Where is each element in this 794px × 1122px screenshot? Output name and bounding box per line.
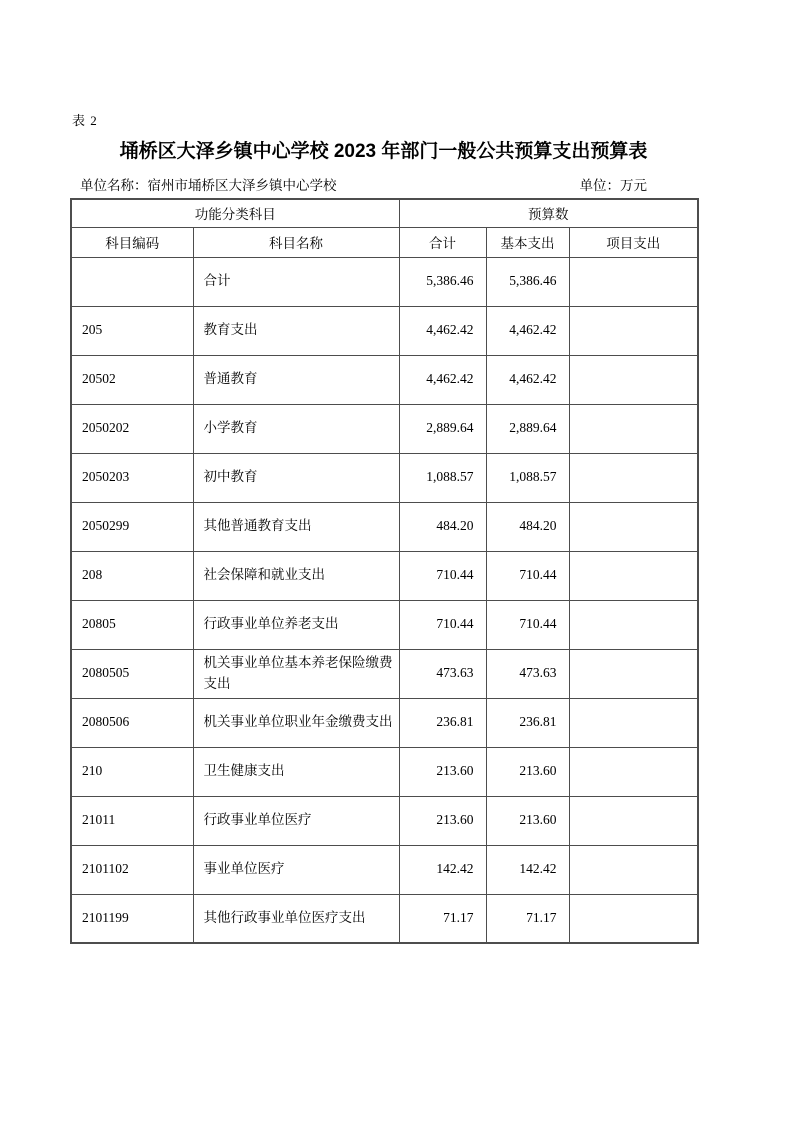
cell-subject-name: 普通教育 xyxy=(193,355,399,404)
cell-project-expense xyxy=(569,551,698,600)
cell-project-expense xyxy=(569,600,698,649)
cell-total: 5,386.46 xyxy=(399,257,486,306)
cell-subject-code: 2101199 xyxy=(71,894,193,943)
cell-project-expense xyxy=(569,894,698,943)
group-header-budget-figures: 预算数 xyxy=(399,199,698,227)
cell-subject-code: 21011 xyxy=(71,796,193,845)
cell-project-expense xyxy=(569,698,698,747)
table-row xyxy=(71,747,698,796)
cell-subject-code: 2080505 xyxy=(71,649,193,698)
budget-table xyxy=(70,198,699,944)
cell-project-expense xyxy=(569,306,698,355)
cell-total: 142.42 xyxy=(399,845,486,894)
cell-total: 236.81 xyxy=(399,698,486,747)
cell-subject-code: 2080506 xyxy=(71,698,193,747)
cell-subject-name: 行政事业单位养老支出 xyxy=(193,600,399,649)
cell-project-expense xyxy=(569,404,698,453)
cell-subject-name: 机关事业单位职业年金缴费支出 xyxy=(193,698,399,747)
cell-total: 710.44 xyxy=(399,600,486,649)
cell-project-expense xyxy=(569,502,698,551)
unit-name-value: 宿州市埇桥区大泽乡镇中心学校 xyxy=(147,178,337,193)
cell-subject-name: 机关事业单位基本养老保险缴费支出 xyxy=(193,649,399,698)
cell-basic-expense: 213.60 xyxy=(486,747,569,796)
table-row xyxy=(71,306,698,355)
table-row xyxy=(71,796,698,845)
column-header-subject-code: 科目编码 xyxy=(71,227,193,257)
cell-basic-expense: 142.42 xyxy=(486,845,569,894)
cell-project-expense xyxy=(569,649,698,698)
column-header-project-expense: 项目支出 xyxy=(569,227,698,257)
cell-subject-code: 2050203 xyxy=(71,453,193,502)
cell-subject-name: 小学教育 xyxy=(193,404,399,453)
cell-project-expense xyxy=(569,796,698,845)
cell-subject-code: 20805 xyxy=(71,600,193,649)
document-title: 埇桥区大泽乡镇中心学校 2023 年部门一般公共预算支出预算表 xyxy=(119,141,648,162)
cell-subject-name: 卫生健康支出 xyxy=(193,747,399,796)
cell-basic-expense: 71.17 xyxy=(486,894,569,943)
cell-total: 213.60 xyxy=(399,747,486,796)
table-row xyxy=(71,845,698,894)
cell-total: 1,088.57 xyxy=(399,453,486,502)
table-row xyxy=(71,502,698,551)
cell-subject-code: 208 xyxy=(71,551,193,600)
cell-basic-expense: 710.44 xyxy=(486,600,569,649)
cell-subject-name: 事业单位医疗 xyxy=(193,845,399,894)
cell-total: 4,462.42 xyxy=(399,306,486,355)
group-header-row xyxy=(71,199,698,227)
table-row xyxy=(71,649,698,698)
table-row xyxy=(71,698,698,747)
table-row xyxy=(71,257,698,306)
cell-subject-code: 20502 xyxy=(71,355,193,404)
table-body xyxy=(71,257,698,943)
cell-total: 4,462.42 xyxy=(399,355,486,404)
cell-basic-expense: 4,462.42 xyxy=(486,306,569,355)
cell-subject-code: 2050202 xyxy=(71,404,193,453)
table-row xyxy=(71,404,698,453)
cell-project-expense xyxy=(569,355,698,404)
unit-name-label: 单位名称： xyxy=(80,178,148,193)
meta-row xyxy=(70,174,697,192)
cell-basic-expense: 236.81 xyxy=(486,698,569,747)
column-header-subject-name: 科目名称 xyxy=(193,227,399,257)
table-row xyxy=(71,551,698,600)
cell-subject-code: 2101102 xyxy=(71,845,193,894)
table-row xyxy=(71,894,698,943)
currency-unit-label: 单位： xyxy=(579,178,620,193)
cell-subject-code: 2050299 xyxy=(71,502,193,551)
cell-basic-expense: 5,386.46 xyxy=(486,257,569,306)
table-row xyxy=(71,355,698,404)
cell-total: 2,889.64 xyxy=(399,404,486,453)
table-number-label: 表 2 xyxy=(72,113,98,128)
cell-basic-expense: 4,462.42 xyxy=(486,355,569,404)
cell-basic-expense: 484.20 xyxy=(486,502,569,551)
cell-basic-expense: 710.44 xyxy=(486,551,569,600)
cell-subject-name: 行政事业单位医疗 xyxy=(193,796,399,845)
cell-subject-name: 教育支出 xyxy=(193,306,399,355)
cell-project-expense xyxy=(569,257,698,306)
cell-subject-code: 205 xyxy=(71,306,193,355)
table-row xyxy=(71,600,698,649)
table-row xyxy=(71,453,698,502)
cell-subject-name: 其他行政事业单位医疗支出 xyxy=(193,894,399,943)
cell-subject-name: 其他普通教育支出 xyxy=(193,502,399,551)
currency-unit xyxy=(580,174,648,194)
cell-basic-expense: 1,088.57 xyxy=(486,453,569,502)
cell-project-expense xyxy=(569,747,698,796)
cell-basic-expense: 213.60 xyxy=(486,796,569,845)
cell-subject-name: 合计 xyxy=(193,257,399,306)
cell-project-expense xyxy=(569,453,698,502)
group-header-functional-category: 功能分类科目 xyxy=(71,199,399,227)
cell-project-expense xyxy=(569,845,698,894)
cell-total: 71.17 xyxy=(399,894,486,943)
cell-subject-name: 社会保障和就业支出 xyxy=(193,551,399,600)
cell-subject-code xyxy=(71,257,193,306)
cell-basic-expense: 473.63 xyxy=(486,649,569,698)
cell-total: 710.44 xyxy=(399,551,486,600)
cell-total: 484.20 xyxy=(399,502,486,551)
table-header xyxy=(71,199,698,257)
column-header-basic-expense: 基本支出 xyxy=(486,227,569,257)
cell-basic-expense: 2,889.64 xyxy=(486,404,569,453)
cell-total: 213.60 xyxy=(399,796,486,845)
cell-subject-name: 初中教育 xyxy=(193,453,399,502)
currency-unit-value: 万元 xyxy=(620,178,647,193)
column-header-total: 合计 xyxy=(399,227,486,257)
cell-total: 473.63 xyxy=(399,649,486,698)
column-header-row xyxy=(71,227,698,257)
unit-name xyxy=(80,174,337,194)
cell-subject-code: 210 xyxy=(71,747,193,796)
